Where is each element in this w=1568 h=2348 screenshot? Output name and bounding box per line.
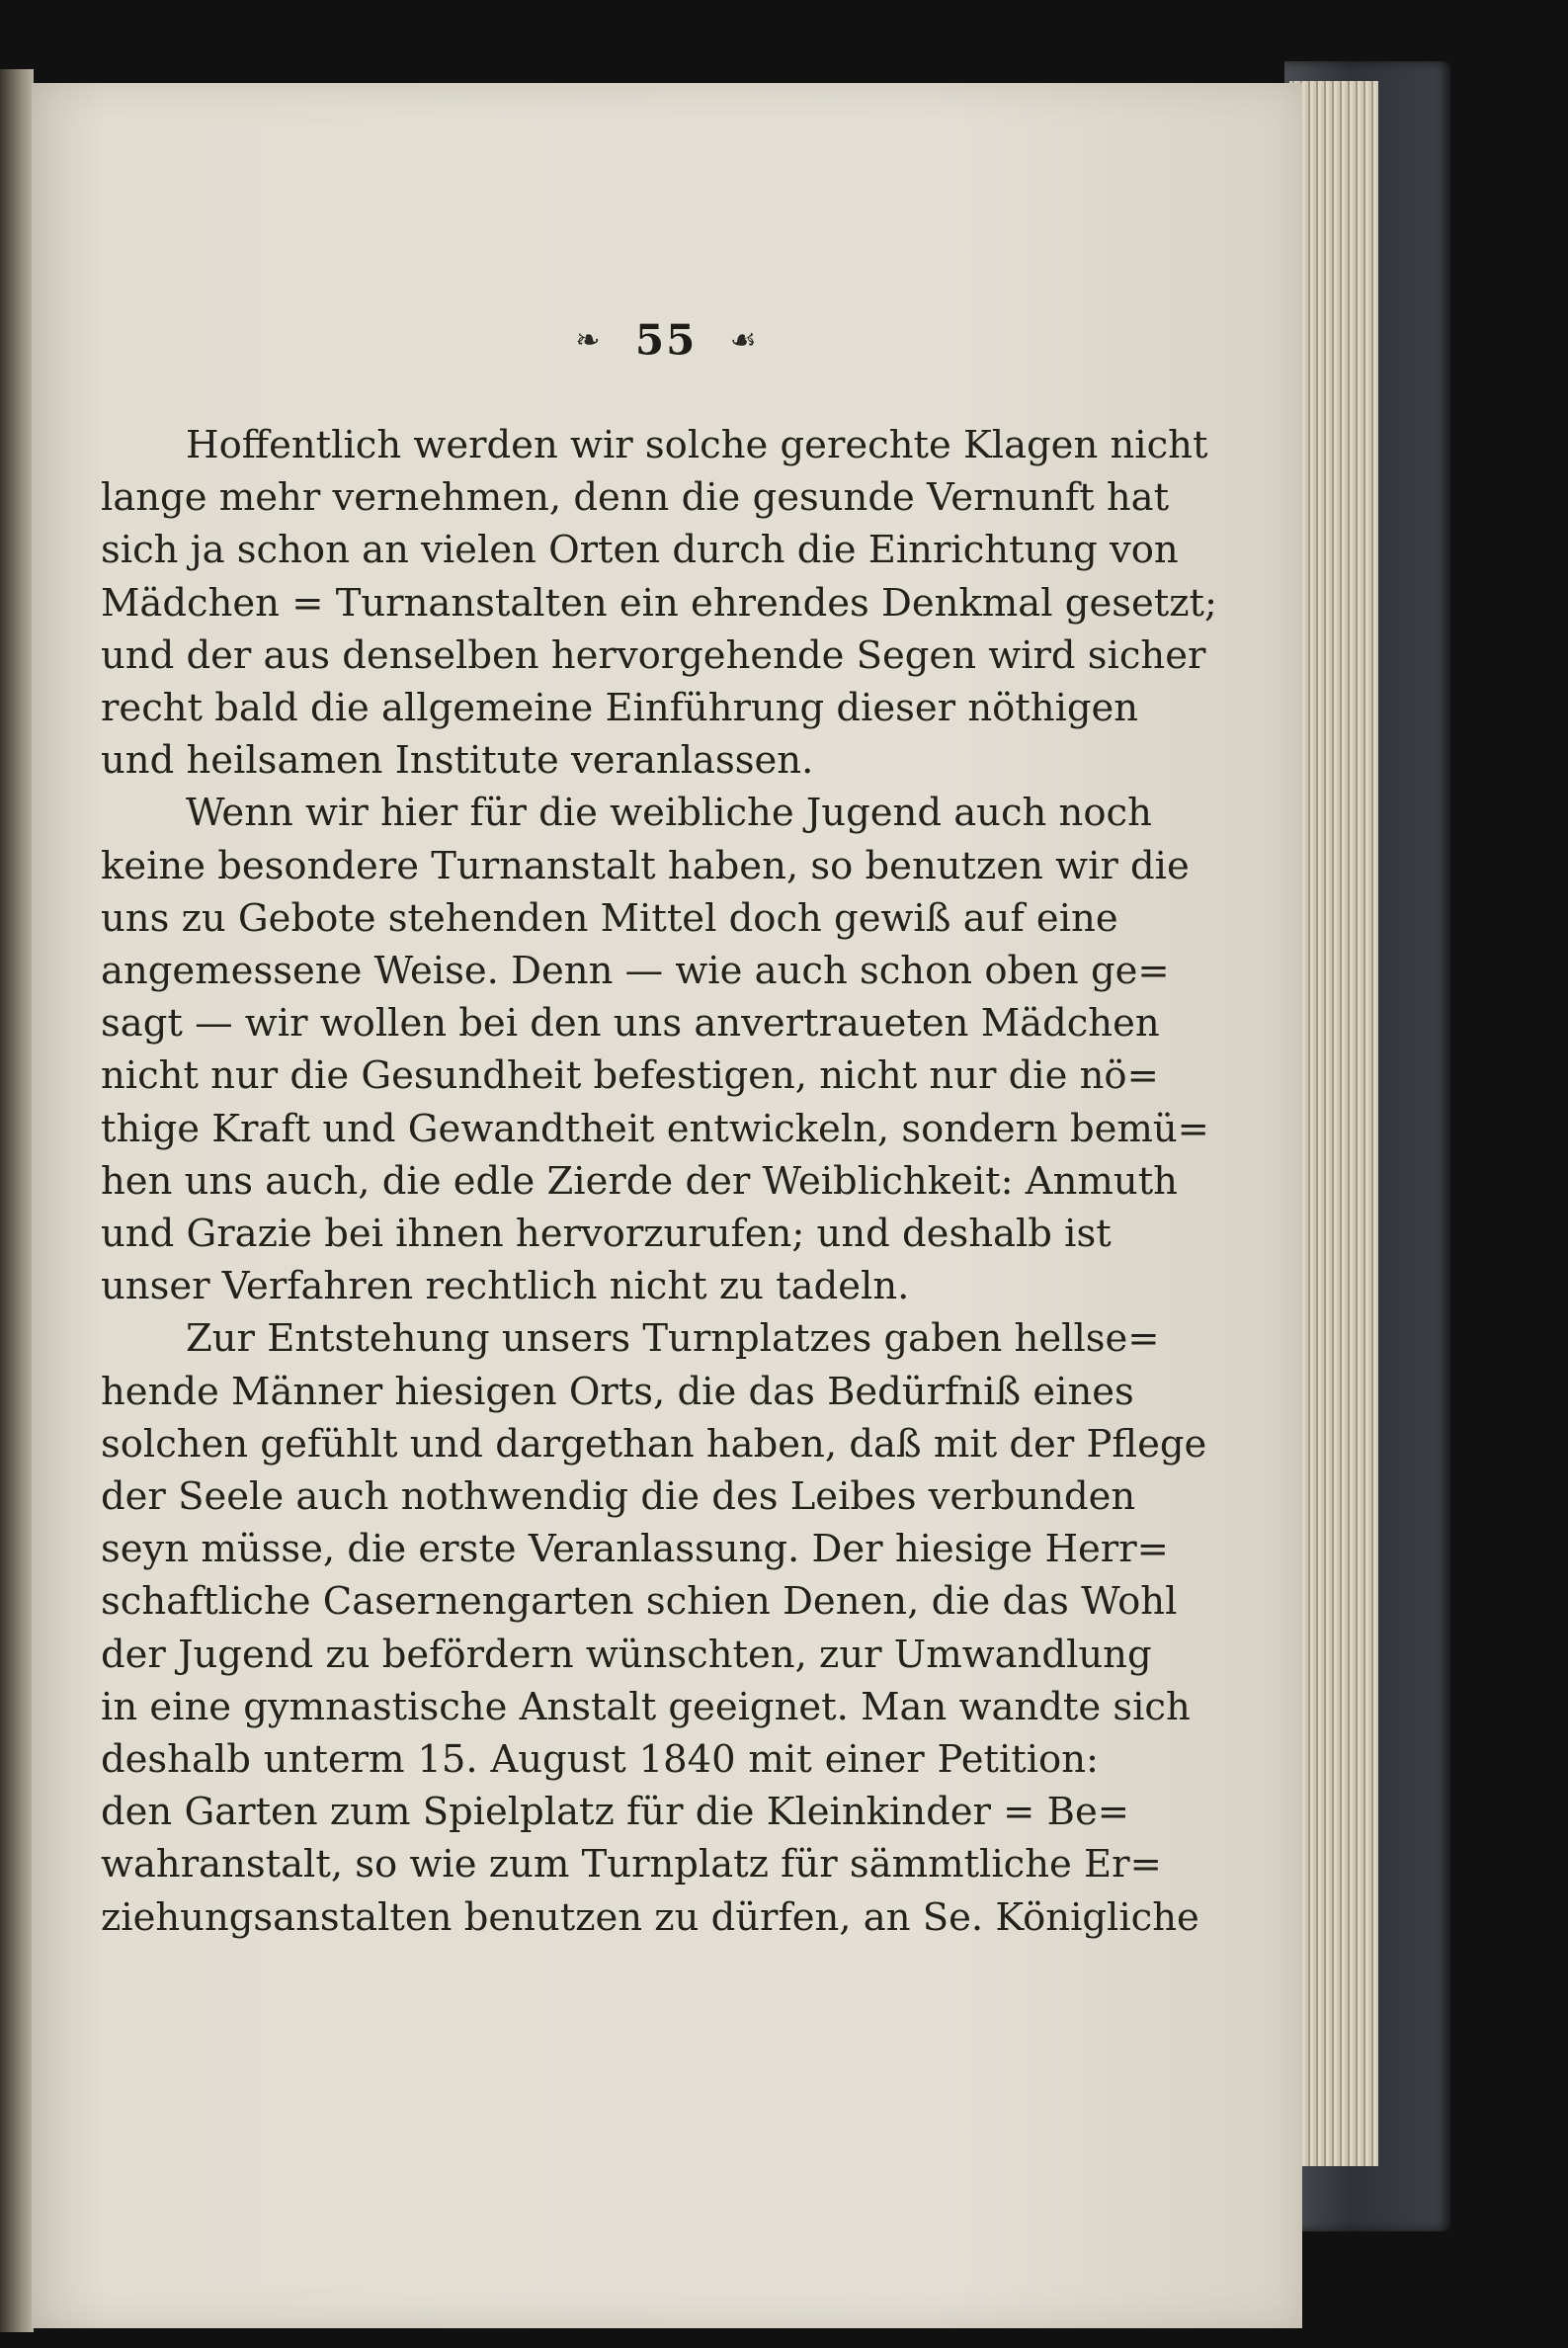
text-line: lange mehr vernehmen, denn die gesunde Vernunft hat: [101, 475, 1170, 521]
text-line: und der aus denselben hervorgehende Segen wird sicher: [101, 632, 1206, 678]
text-line: der Jugend zu befördern wünschten, zur Umwandlung: [101, 1632, 1152, 1677]
page-number: 55: [634, 315, 698, 365]
text-line: nicht nur die Gesundheit befestigen, nicht nur die nö=: [101, 1053, 1159, 1099]
text-line: Wenn wir hier für die weibliche Jugend auch noch: [186, 791, 1152, 836]
facing-page-edge: [0, 69, 34, 2332]
ornament-left-icon: ❧: [575, 322, 603, 358]
paragraph-3: [101, 1312, 1207, 1943]
page-header: [32, 312, 1302, 365]
paragraph-1: [101, 419, 1217, 787]
text-line: Mädchen = Turnanstalten ein ehrendes Denkmal gesetzt;: [101, 580, 1217, 626]
text-line: hen uns auch, die edle Zierde der Weiblichkeit: Anmuth: [101, 1158, 1178, 1204]
text-line: deshalb unterm 15. August 1840 mit einer Petition:: [101, 1737, 1099, 1783]
text-line: uns zu Gebote stehenden Mittel doch gewiß auf eine: [101, 895, 1118, 941]
text-line: Hoffentlich werden wir solche gerechte Klagen nicht: [186, 423, 1208, 467]
text-line: thige Kraft und Gewandtheit entwickeln, sondern bemü=: [101, 1106, 1209, 1151]
ornament-right-icon: ☙: [729, 322, 759, 358]
text-line: sagt — wir wollen bei den uns anvertraueten Mädchen: [101, 1001, 1160, 1047]
text-line: keine besondere Turnanstalt haben, so benutzen wir die: [101, 843, 1190, 888]
text-line: recht bald die allgemeine Einführung dieser nöthigen: [101, 686, 1139, 731]
text-line: ziehungsanstalten benutzen zu dürfen, an Se. Königliche: [101, 1894, 1199, 1940]
text-line: Zur Entstehung unsers Turnplatzes gaben hellse=: [186, 1316, 1160, 1362]
text-line: unser Verfahren rechtlich nicht zu tadeln.: [101, 1264, 910, 1309]
text-line: wahranstalt, so wie zum Turnplatz für sämmtliche Er=: [101, 1842, 1162, 1887]
text-line: den Garten zum Spielplatz für die Kleinkinder = Be=: [101, 1790, 1130, 1835]
text-line: und Grazie bei ihnen hervorzurufen; und deshalb ist: [101, 1212, 1112, 1257]
text-line: der Seele auch nothwendig die des Leibes verbunden: [101, 1474, 1136, 1520]
text-line: angemessene Weise. Denn — wie auch schon oben ge=: [101, 949, 1170, 994]
text-line: schaftliche Casernengarten schien Denen, die das Wohl: [101, 1579, 1178, 1625]
body-text: [101, 419, 1217, 1944]
text-line: hende Männer hiesigen Orts, die das Bedürfniß eines: [101, 1369, 1134, 1414]
page-stack-edges: [1289, 81, 1378, 2166]
text-line: und heilsamen Institute veranlassen.: [101, 738, 814, 784]
text-line: seyn müsse, die erste Veranlassung. Der hiesige Herr=: [101, 1527, 1169, 1572]
book-page: [32, 83, 1302, 2328]
text-line: sich ja schon an vielen Orten durch die Einrichtung von: [101, 528, 1179, 573]
text-line: solchen gefühlt und dargethan haben, daß mit der Pflege: [101, 1421, 1207, 1467]
text-line: in eine gymnastische Anstalt geeignet. Man wandte sich: [101, 1684, 1191, 1729]
paragraph-2: [101, 787, 1209, 1312]
